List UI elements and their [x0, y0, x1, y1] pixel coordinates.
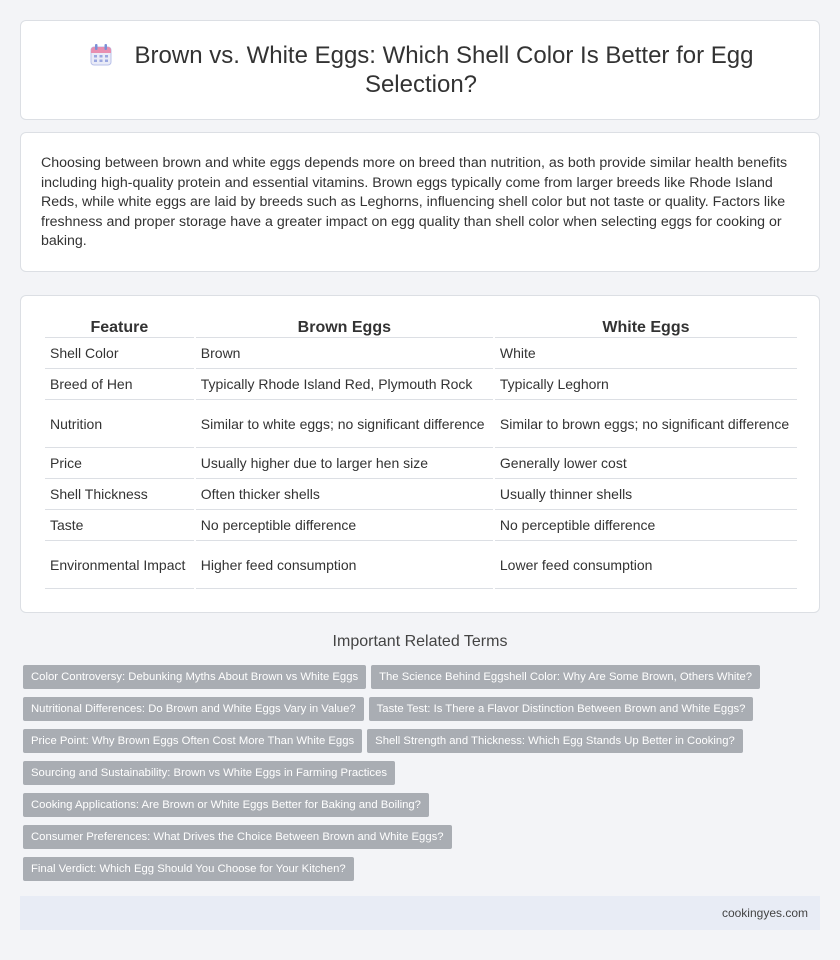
cell-feature: Shell Color — [45, 338, 194, 369]
calendar-icon — [89, 43, 113, 67]
footer-site-link[interactable]: cookingyes.com — [721, 906, 808, 920]
cell-white: Lower feed consumption — [495, 541, 797, 589]
cell-brown: Often thicker shells — [196, 479, 493, 510]
table-row — [45, 541, 797, 589]
cell-brown: Brown — [196, 338, 493, 369]
related-tag-link[interactable]: The Science Behind Eggshell Color: Why Are Some Brown, Others White? — [371, 665, 760, 689]
intro-card — [20, 132, 820, 272]
title-line-2: Selection? — [364, 71, 478, 98]
title-line-1: Brown vs. White Eggs: Which Shell Color Is Better for Egg — [134, 42, 754, 69]
tag-row — [23, 857, 823, 889]
table-header-row — [45, 316, 797, 338]
cell-feature: Breed of Hen — [45, 369, 194, 400]
cell-white: Generally lower cost — [495, 448, 797, 479]
related-terms-title: Important Related Terms — [332, 633, 508, 650]
table-row — [45, 479, 797, 510]
cell-white: Similar to brown eggs; no significant difference — [495, 400, 797, 448]
related-tag-link[interactable]: Sourcing and Sustainability: Brown vs White Eggs in Farming Practices — [23, 761, 395, 785]
tag-row — [23, 761, 823, 793]
table-row — [45, 369, 797, 400]
cell-feature: Shell Thickness — [45, 479, 194, 510]
table-row — [45, 400, 797, 448]
tag-row — [23, 697, 823, 729]
title-card — [20, 20, 820, 120]
comparison-card — [20, 295, 820, 613]
tag-row — [23, 665, 823, 697]
cell-brown: Typically Rhode Island Red, Plymouth Rock — [196, 369, 493, 400]
footer — [20, 896, 820, 930]
table-row — [45, 510, 797, 541]
related-tag-link[interactable]: Consumer Preferences: What Drives the Choice Between Brown and White Eggs? — [23, 825, 452, 849]
related-tag-link[interactable]: Color Controversy: Debunking Myths About Brown vs White Eggs — [23, 665, 366, 689]
cell-white: White — [495, 338, 797, 369]
related-tag-link[interactable]: Taste Test: Is There a Flavor Distinction Between Brown and White Eggs? — [369, 697, 754, 721]
page-title — [21, 41, 821, 99]
related-tag-link[interactable]: Cooking Applications: Are Brown or White Eggs Better for Baking and Boiling? — [23, 793, 429, 817]
table-row — [45, 448, 797, 479]
tag-row — [23, 825, 823, 857]
cell-feature: Environmental Impact — [45, 541, 194, 589]
header-feature: Feature — [45, 316, 194, 338]
comparison-table — [43, 316, 799, 589]
cell-white: Usually thinner shells — [495, 479, 797, 510]
tag-row — [23, 793, 823, 825]
cell-white: Typically Leghorn — [495, 369, 797, 400]
tag-row — [23, 729, 823, 761]
cell-brown: No perceptible difference — [196, 510, 493, 541]
related-tag-link[interactable]: Price Point: Why Brown Eggs Often Cost More Than White Eggs — [23, 729, 362, 753]
cell-white: No perceptible difference — [495, 510, 797, 541]
related-tag-link[interactable]: Final Verdict: Which Egg Should You Choose for Your Kitchen? — [23, 857, 354, 881]
related-terms-list — [23, 665, 823, 889]
cell-brown: Similar to white eggs; no significant difference — [196, 400, 493, 448]
header-brown-eggs: Brown Eggs — [196, 316, 493, 338]
cell-brown: Higher feed consumption — [196, 541, 493, 589]
related-tag-link[interactable]: Shell Strength and Thickness: Which Egg Stands Up Better in Cooking? — [367, 729, 743, 753]
cell-feature: Nutrition — [45, 400, 194, 448]
header-white-eggs: White Eggs — [495, 316, 797, 338]
table-row — [45, 338, 797, 369]
related-tag-link[interactable]: Nutritional Differences: Do Brown and White Eggs Vary in Value? — [23, 697, 364, 721]
cell-brown: Usually higher due to larger hen size — [196, 448, 493, 479]
cell-feature: Taste — [45, 510, 194, 541]
intro-paragraph: Choosing between brown and white eggs depends more on breed than nutrition, as both provide similar health benefits including high-quality protein and essential vitamins. Brown eggs typically come from larger breeds like Rhode Island Reds, while white eggs are laid by breeds such as Leghorns, influencing shell color but not taste or quality. Factors like freshness and proper storage have a greater impact on egg quality than shell color when selecting eggs for cooking or baking. — [41, 155, 788, 249]
cell-feature: Price — [45, 448, 194, 479]
